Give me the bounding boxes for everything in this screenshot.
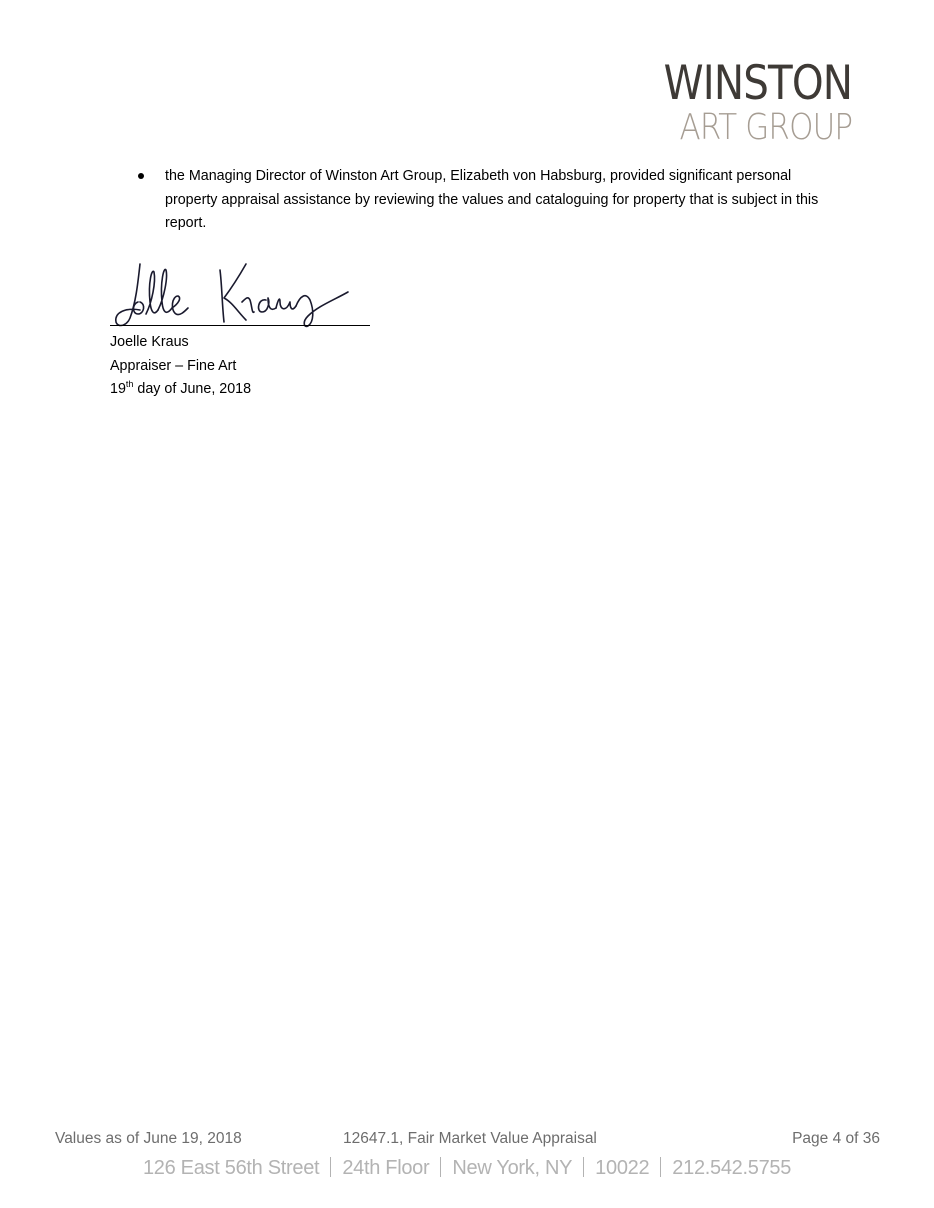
footer-page-number: Page 4 of 36: [792, 1130, 880, 1147]
bullet-text: the Managing Director of Winston Art Group, Elizabeth von Habsburg, provided significant personal property appraisal assistance by reviewing the values and cataloguing for property that is subject in this report.: [165, 168, 819, 231]
divider: [330, 1157, 331, 1177]
date-day: 19: [110, 381, 126, 397]
bullet-list-item: [132, 165, 832, 236]
footer-info: [55, 1130, 880, 1152]
address-street: 126 East 56th Street: [142, 1157, 320, 1179]
divider: [440, 1157, 441, 1177]
address-city: New York, NY: [452, 1157, 573, 1179]
logo-winston: WINSTON: [663, 56, 852, 111]
signature-line: [110, 325, 370, 326]
date-rest: day of June, 2018: [133, 381, 252, 397]
divider: [660, 1157, 661, 1177]
address-phone: 212.542.5755: [672, 1157, 792, 1179]
footer-address: [0, 1157, 934, 1180]
address-zip: 10022: [595, 1157, 650, 1179]
signer-name: Joelle Kraus: [110, 334, 189, 350]
signature-image: [110, 252, 370, 328]
signer-block: [110, 331, 251, 402]
footer-report-ref: 12647.1, Fair Market Value Appraisal: [343, 1130, 597, 1147]
signer-title: Appraiser – Fine Art: [110, 357, 237, 374]
company-logo: [633, 56, 852, 148]
signature-date: [110, 378, 251, 402]
footer-values-date: Values as of June 19, 2018: [55, 1130, 242, 1147]
divider: [583, 1157, 584, 1177]
address-floor: 24th Floor: [342, 1157, 430, 1179]
logo-art-group: ART GROUP: [679, 107, 852, 148]
date-suffix: th: [125, 379, 134, 390]
bullet-icon: [138, 173, 144, 179]
